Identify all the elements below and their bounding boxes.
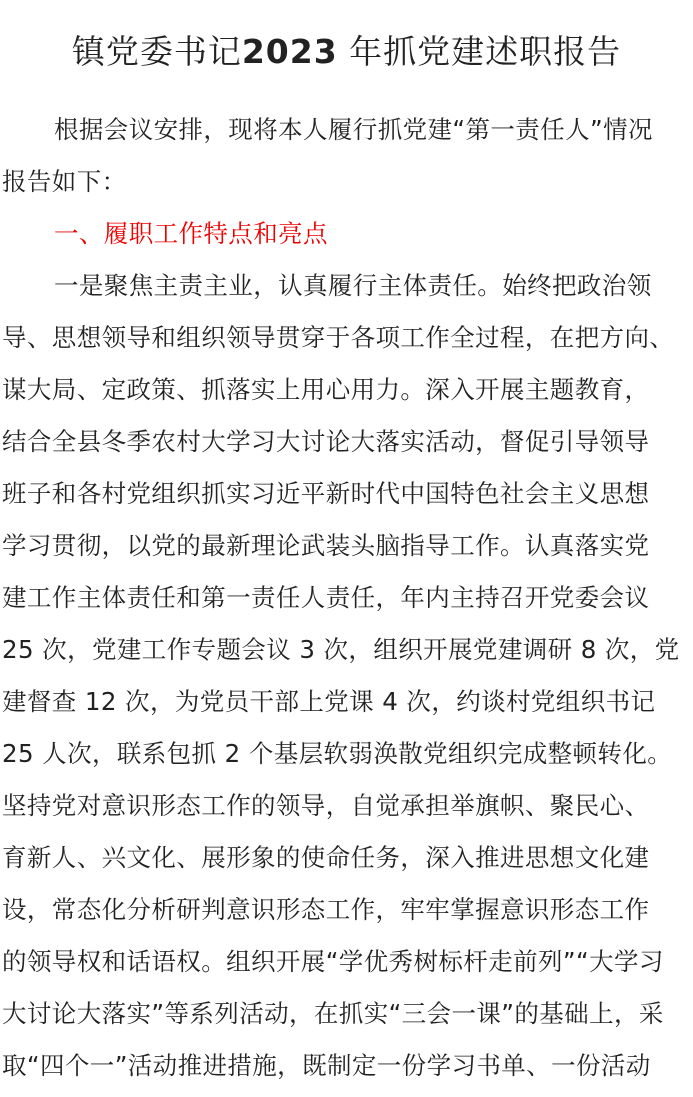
paragraph-line: 班子和各村党组织抓实习近平新时代中国特色社会主义思想	[2, 479, 650, 508]
paragraph-line: 育新人、兴文化、展形象的使命任务，深入推进思想文化建	[2, 843, 650, 872]
paragraph-line: 25 次，党建工作专题会议 3 次，组织开展党建调研 8 次，党	[2, 635, 680, 664]
title-prefix: 镇党委书记	[71, 32, 242, 71]
paragraph-line: 建工作主体责任和第一责任人责任，年内主持召开党委会议	[2, 583, 650, 612]
paragraph-line: 根据会议安排，现将本人履行抓党建“第一责任人”情况	[54, 115, 653, 144]
paragraph-line: 的领导权和话语权。组织开展“学优秀树标杆走前列”“大学习	[2, 947, 664, 976]
paragraph-line: 设，常态化分析研判意识形态工作，牢牢掌握意识形态工作	[2, 895, 650, 924]
paragraph-line: 坚持党对意识形态工作的领导，自觉承担举旗帜、聚民心、	[2, 791, 650, 820]
title-year: 2023	[241, 32, 338, 71]
paragraph-line: 报告如下：	[2, 167, 127, 196]
paragraph-line: 谋大局、定政策、抓落实上用心用力。深入开展主题教育，	[2, 375, 650, 404]
paragraph-line: 结合全县冬季农村大学习大讨论大落实活动，督促引导领导	[2, 427, 650, 456]
paragraph-line: 一是聚焦主责主业，认真履行主体责任。始终把政治领	[54, 271, 652, 300]
paragraph-line: 取“四个一”活动推进措施，既制定一份学习书单、一份活动	[2, 1051, 651, 1080]
document-body	[2, 104, 691, 1092]
paragraph-line: 25 人次，联系包抓 2 个基层软弱涣散党组织完成整顿转化。	[2, 739, 673, 768]
section-heading: 一、履职工作特点和亮点	[54, 219, 328, 248]
title-suffix: 年抓党建述职报告	[349, 32, 622, 71]
paragraph-line: 大讨论大落实”等系列活动，在抓实“三会一课”的基础上，采	[2, 999, 664, 1028]
paragraph-line: 建督查 12 次，为党员干部上党课 4 次，约谈村党组织书记	[2, 687, 656, 716]
document-title	[0, 28, 693, 76]
paragraph-line: 导、思想领导和组织领导贯穿于各项工作全过程，在把方向、	[2, 323, 675, 352]
paragraph-line: 学习贯彻，以党的最新理论武装头脑指导工作。认真落实党	[2, 531, 650, 560]
